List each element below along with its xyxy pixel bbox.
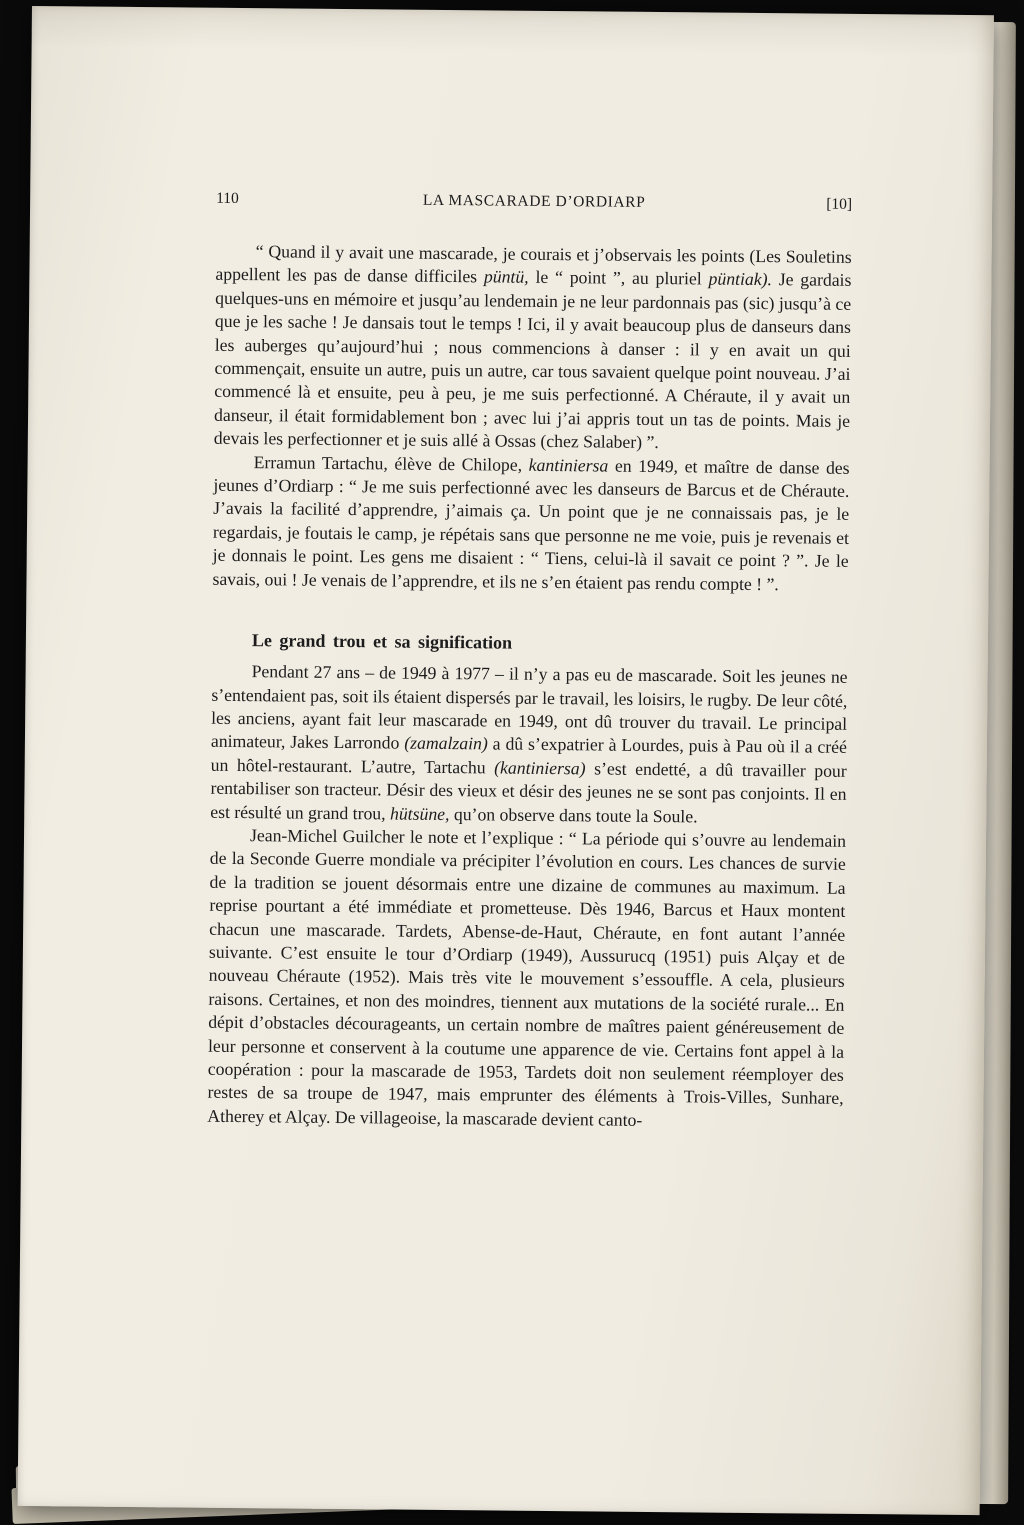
text-run: Erramun Tartachu, élève de Chilope, bbox=[253, 451, 529, 475]
column-reference: [10] bbox=[826, 195, 853, 213]
paragraph bbox=[207, 824, 846, 1134]
text-run: Le grand trou et sa signification bbox=[251, 630, 513, 653]
text-run: Jean-Michel Guilcher le note et l’explique : “ La période qui s’ouvre au lendemain de la Seconde Guerre mondiale va précipiter l’évolution en cours. Les chances de survie de la tradition se jouent désormais entre une dizaine de communes au maximum. La reprise pourtant a été immédiate et prometteuse. Dès 1946, Barcus et Haux montent chacun une mascarade. Tardets, Abense-de-Haut, Chéraute, en font autant l’année suivante. C’est ensuite le tour d’Ordiarp (1949), Aussurucq (1951) puis Alçay et de nouveau Chéraute (1952). Mais très vite le mouvement s’essouffle. A cela, plusieurs raisons. Certaines, et non des moindres, tiennent aux mutations de la société rurale... En dépit d’obstacles décourageants, un certain nombre de maîtres paient généreusement de leur personne et conservent à la coutume une apparence de vie. Certains font appel à la coopération : pour la mascarade de 1953, Tardets doit non seulement réemployer des restes de sa troupe de 1947, mais emprunter des éléments à Trois-Villes, Sunhare, Atherey et Alçay. De villageoise, la mascarade devient canto- bbox=[207, 825, 847, 1130]
section-heading bbox=[252, 629, 848, 658]
book-page bbox=[18, 6, 994, 1515]
text-run: a dû s’expatrier à Lourdes, puis à Pau où il a créé un hôtel-restaurant. L’autre, Tartachu bbox=[210, 733, 848, 778]
paragraph bbox=[212, 450, 849, 597]
italic-term: hütsüne, bbox=[389, 803, 450, 824]
italic-term: püntiak). bbox=[708, 268, 773, 290]
text-run: Pendant 27 ans – de 1949 à 1977 – il n’y a pas eu de mascarade. Soit les jeunes ne s’entendaient pas, soit ils étaient dispersés par le travail, les loisirs, le rugby. De leur côté, les anciens, ayant fait leur mascarade en 1949, ont dû trouver du travail. Le principal animateur, Jakes Larrondo bbox=[210, 661, 848, 753]
page-number: 110 bbox=[216, 189, 239, 207]
running-head bbox=[216, 190, 852, 214]
paragraph bbox=[214, 240, 852, 457]
page-content bbox=[207, 190, 852, 1134]
italic-term: kantiniersa bbox=[528, 454, 609, 476]
paragraph bbox=[210, 660, 848, 830]
text-run: Je gardais quelques-uns en mémoire et jusqu’au lendemain je ne leur pardonnais pas (sic) jusqu’à ce que je les sache ! Je dansais tout le temps ! Ici, il y avait beaucoup plus de danseurs dans les auberges qu’aujourd’hui ; nous commencions à danser : il y en avait un qui commençait, ensuite un autre, puis un autre, car tous savaient quelque point nouveau. J’ai commencé là et ensuite, peu à peu, je me suis perfectionné. A Chéraute, il y avait un danseur, il était formidablement bon ; avec lui j’ai appris tout un tas de points. Mais je devais les perfectionner et je suis allé à Ossas (chez Salaber) ”. bbox=[213, 269, 852, 453]
text-run: en 1949, et maître de danse des jeunes d’Ordiarp : “ Je me suis perfectionné avec les danseurs de Barcus et de Chéraute. J’avais la facilité d’apprendre, j’aimais ça. Un point que je ne connaissais pas, je le regardais, je foutais le camp, je répétais sans que personne ne me voie, puis je revenais et je donnais le point. Les gens me disaient : “ Tiens, celui-là il savait ce point ? ”. Je le savais, oui ! Je venais de l’apprendre, et ils ne s’en étaient pas rendu compte ! ”. bbox=[212, 455, 850, 594]
text-run: s’est endetté, a dû travailler pour rentabiliser son tracteur. Désir des vieux et désir des jeunes ne se sont pas conjoints. Il en est résulté un grand trou, bbox=[210, 758, 847, 824]
text-run: “ Quand il y avait une mascarade, je courais et j’observais les points (Les Souletins appellent les pas de danse difficiles bbox=[215, 241, 852, 287]
italic-term: (zamalzain) bbox=[404, 732, 488, 754]
running-title: LA MASCARADE D’ORDIARP bbox=[422, 191, 646, 211]
text-run: qu’on observe dans toute la Soule. bbox=[449, 803, 698, 826]
italic-term: püntü, bbox=[483, 266, 529, 288]
text-run: le “ point ”, au pluriel bbox=[528, 267, 709, 289]
italic-term: (kantiniersa) bbox=[494, 757, 586, 779]
page-text bbox=[207, 240, 851, 1134]
